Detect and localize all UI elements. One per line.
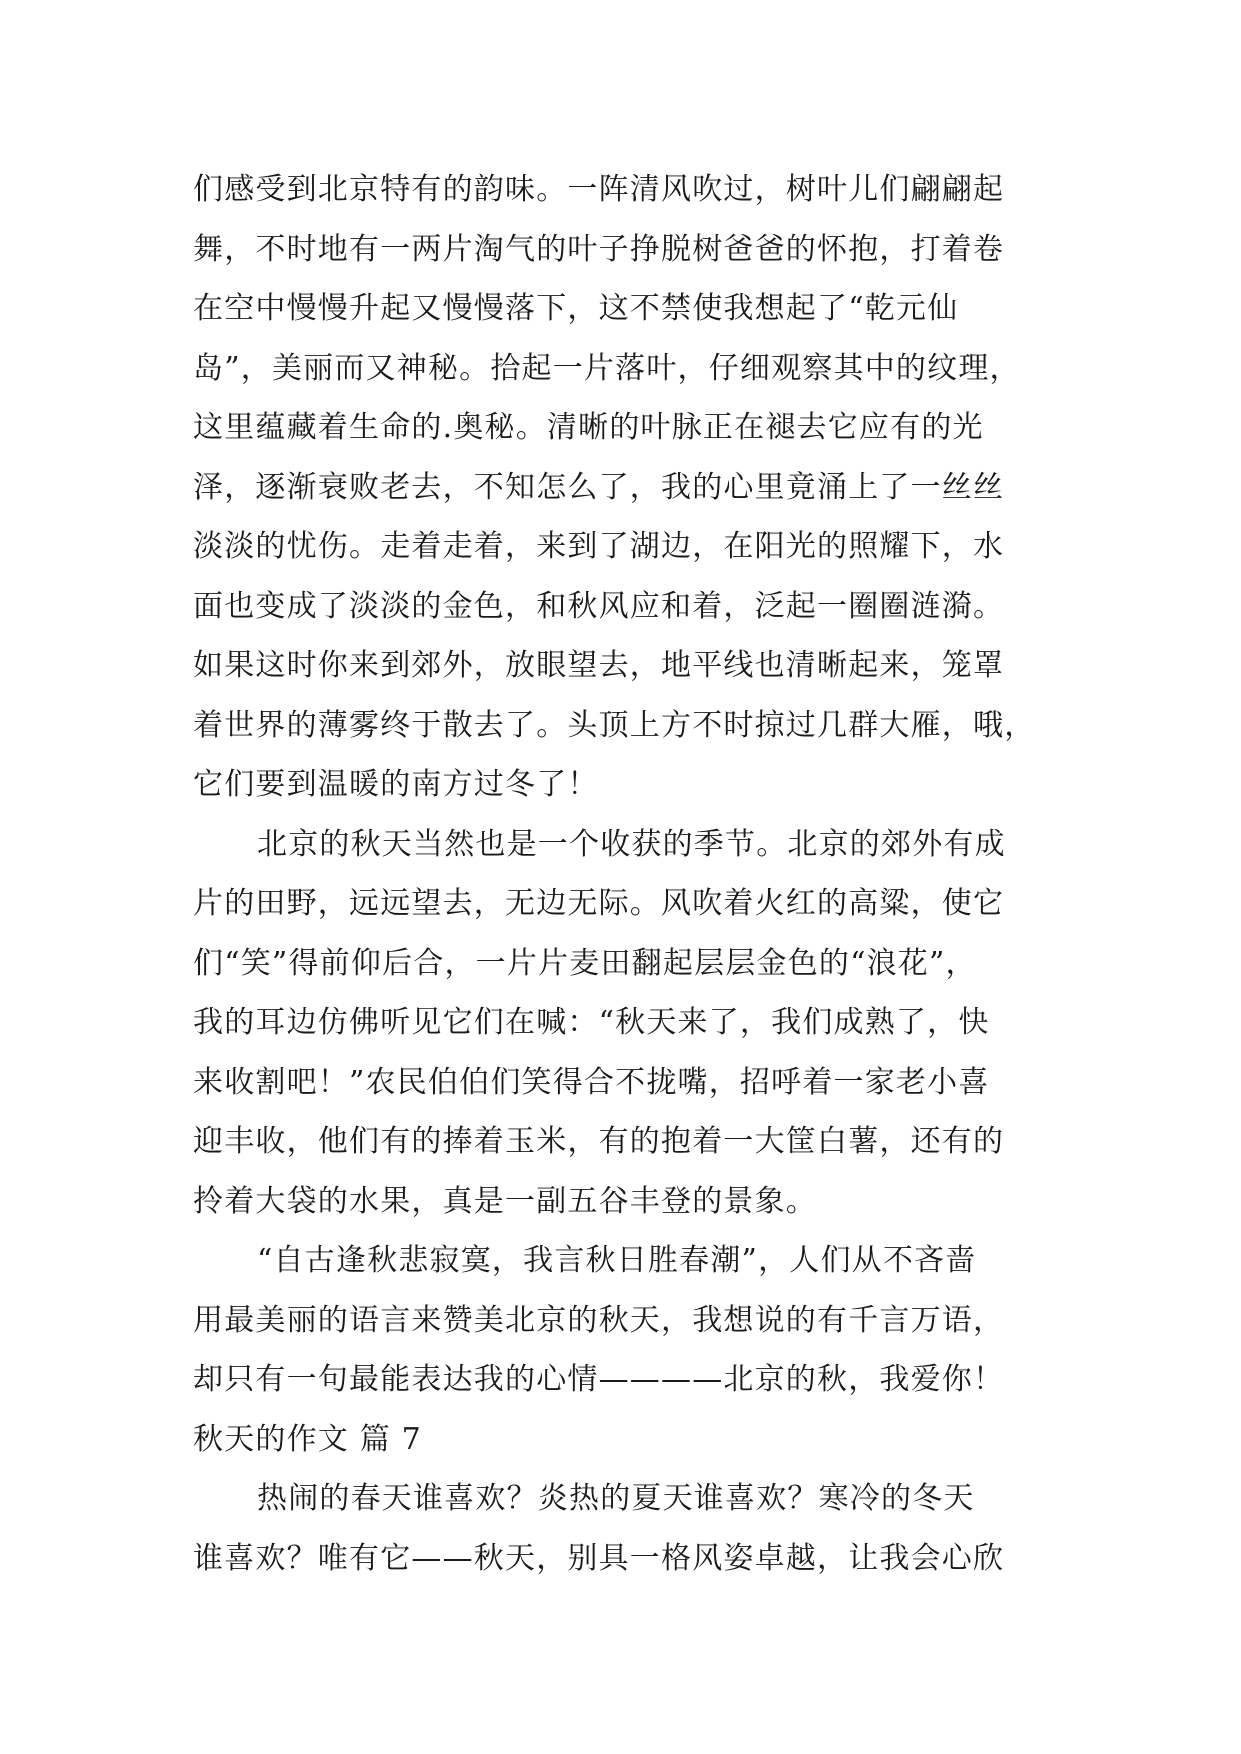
- text-line: 着世界的薄雾终于散去了。头顶上方不时掠过几群大雁，哦，: [193, 707, 1036, 743]
- paragraph-start-line: 北京的秋天当然也是一个收获的季节。北京的郊外有成: [257, 826, 1006, 862]
- text-line: 片的田野，远远望去，无边无际。风吹着火红的高粱，使它: [193, 886, 1005, 921]
- text-line: 却只有一句最能表达我的心情————北京的秋，我爱你！: [193, 1362, 1005, 1397]
- text-line: 们感受到北京特有的韵味。一阵清风吹过，树叶儿们翩翩起: [193, 172, 1005, 207]
- document-body: [193, 160, 1073, 1588]
- text-line: 舞，不时地有一两片淘气的叶子挣脱树爸爸的怀抱，打着卷: [193, 231, 1005, 267]
- text-line: 迎丰收，他们有的捧着玉米，有的抱着一大筐白薯，还有的: [193, 1124, 1005, 1159]
- text-line: 来收割吧！”农民伯伯们笑得合不拢嘴，招呼着一家老小喜: [193, 1064, 990, 1100]
- text-line: 淡淡的忧伤。走着走着，来到了湖边，在阳光的照耀下，水: [193, 529, 1005, 564]
- text-line: 面也变成了淡淡的金色，和秋风应和着，泛起一圈圈涟漪。: [193, 588, 1005, 624]
- text-line: 它们要到温暖的南方过冬了！: [193, 767, 599, 802]
- paragraph-start-line: “自古逢秋悲寂寞，我言秋日胜春潮”，人们从不吝啬: [257, 1243, 977, 1278]
- text-line: 拎着大袋的水果，真是一副五谷丰登的景象。: [193, 1183, 817, 1219]
- section-heading: 秋天的作文 篇 7: [193, 1421, 422, 1457]
- text-line: 谁喜欢？唯有它——秋天，别具一格风姿卓越，让我会心欣: [193, 1540, 1005, 1576]
- text-line: 用最美丽的语言来赞美北京的秋天，我想说的有千言万语，: [193, 1302, 1005, 1338]
- text-line: 我的耳边仿佛听见它们在喊：“秋天来了，我们成熟了，快: [193, 1005, 990, 1040]
- text-line: 岛”，美丽而又神秘。拾起一片落叶，仔细观察其中的纹理，: [193, 350, 1021, 386]
- paragraph-start-line: 热闹的春天谁喜欢？炎热的夏天谁喜欢？寒冷的冬天: [257, 1481, 975, 1516]
- text-line: 们“笑”得前仰后合，一片片麦田翻起层层金色的“浪花”，: [193, 945, 977, 981]
- text-line: 如果这时你来到郊外，放眼望去，地平线也清晰起来，笼罩: [193, 648, 1005, 683]
- text-line: 泽，逐渐衰败老去，不知怎么了，我的心里竟涌上了一丝丝: [193, 469, 1005, 505]
- text-line: 在空中慢慢升起又慢慢落下，这不禁使我想起了“乾元仙: [193, 291, 959, 326]
- text-line: 这里蕴藏着生命的.奥秘。清晰的叶脉正在褪去它应有的光: [193, 410, 984, 445]
